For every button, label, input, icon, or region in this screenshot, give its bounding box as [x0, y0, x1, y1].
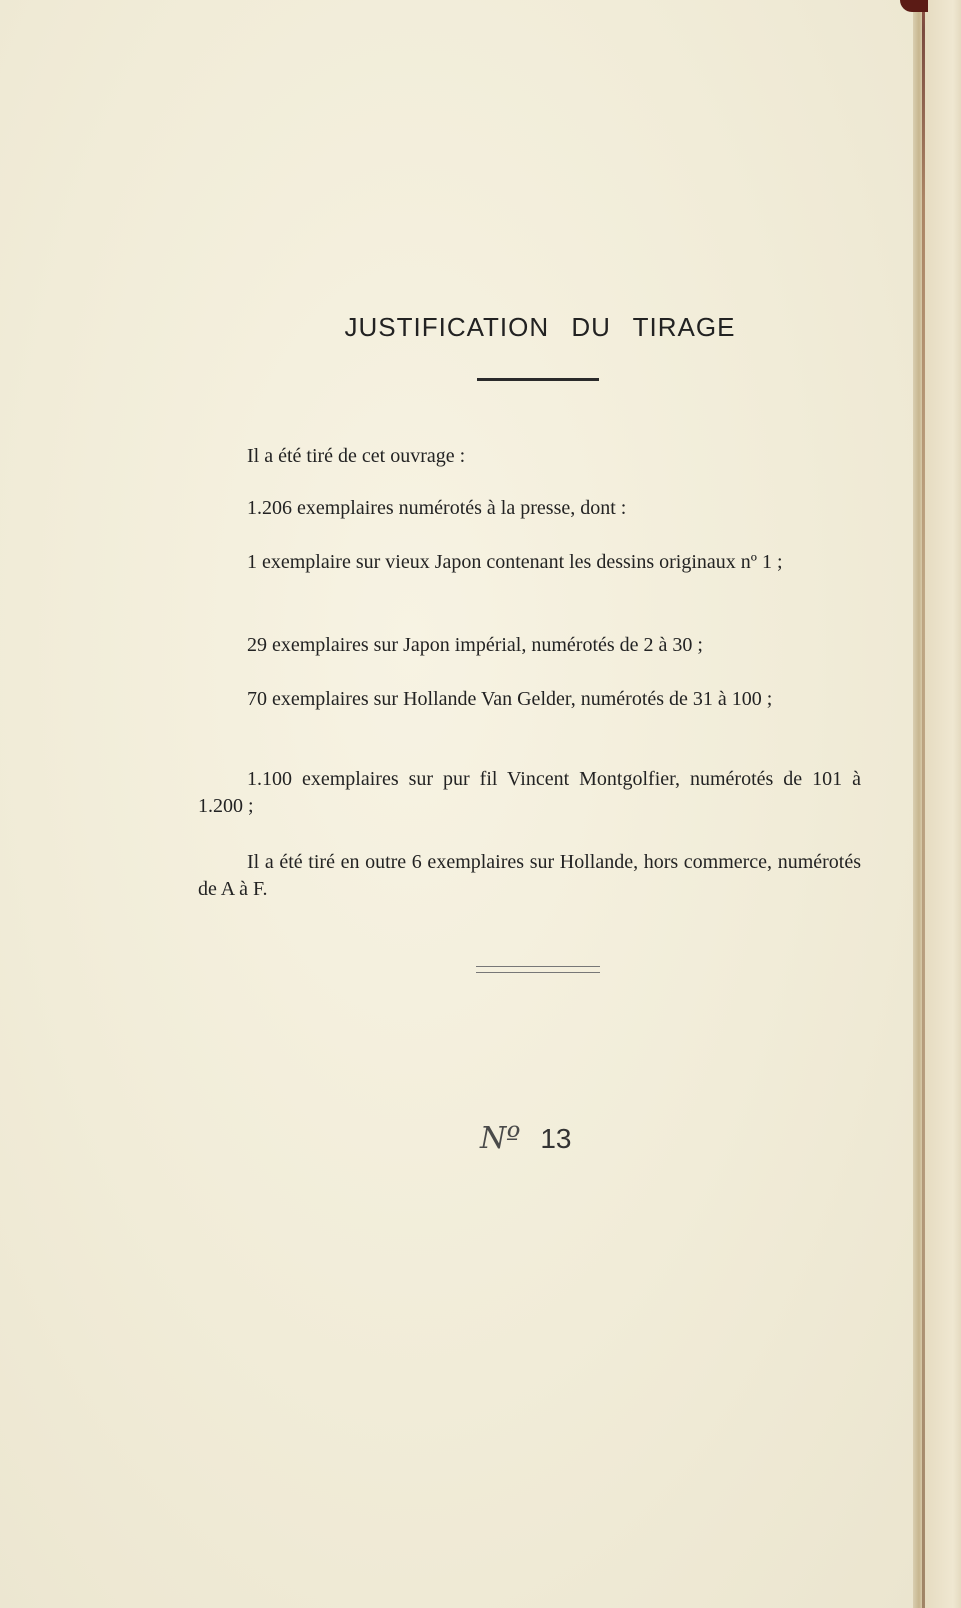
intro-paragraph: Il a été tiré de cet ouvrage :	[247, 445, 466, 467]
closing-rule	[476, 966, 600, 973]
number-mark: Nº	[480, 1121, 521, 1156]
number-value: 13	[540, 1123, 572, 1154]
edition-line-japon-imperial: 29 exemplaires sur Japon impérial, numérotés de 2 à 30 ;	[247, 634, 703, 656]
edition-line-hors-commerce: Il a été tiré en outre 6 exemplaires sur Hollande, hors commerce, numérotés de A à F.	[198, 851, 861, 900]
edition-total-paragraph: 1.206 exemplaires numérotés à la presse, dont :	[247, 497, 627, 519]
binding-edge	[922, 0, 925, 1608]
edition-line-vieux-japon: 1 exemplaire sur vieux Japon contenant les dessins originaux nº 1 ;	[247, 551, 783, 573]
edition-line-hollande: 70 exemplaires sur Hollande Van Gelder, numérotés de 31 à 100 ;	[247, 688, 773, 710]
copy-number	[480, 1121, 572, 1161]
edition-line-pur-fil: 1.100 exemplaires sur pur fil Vincent Montgolfier, numérotés de 101 à 1.200 ;	[198, 768, 861, 817]
page-title: JUSTIFICATION DU TIRAGE	[344, 312, 736, 342]
page-edge	[913, 0, 961, 1608]
title-rule	[477, 378, 599, 381]
